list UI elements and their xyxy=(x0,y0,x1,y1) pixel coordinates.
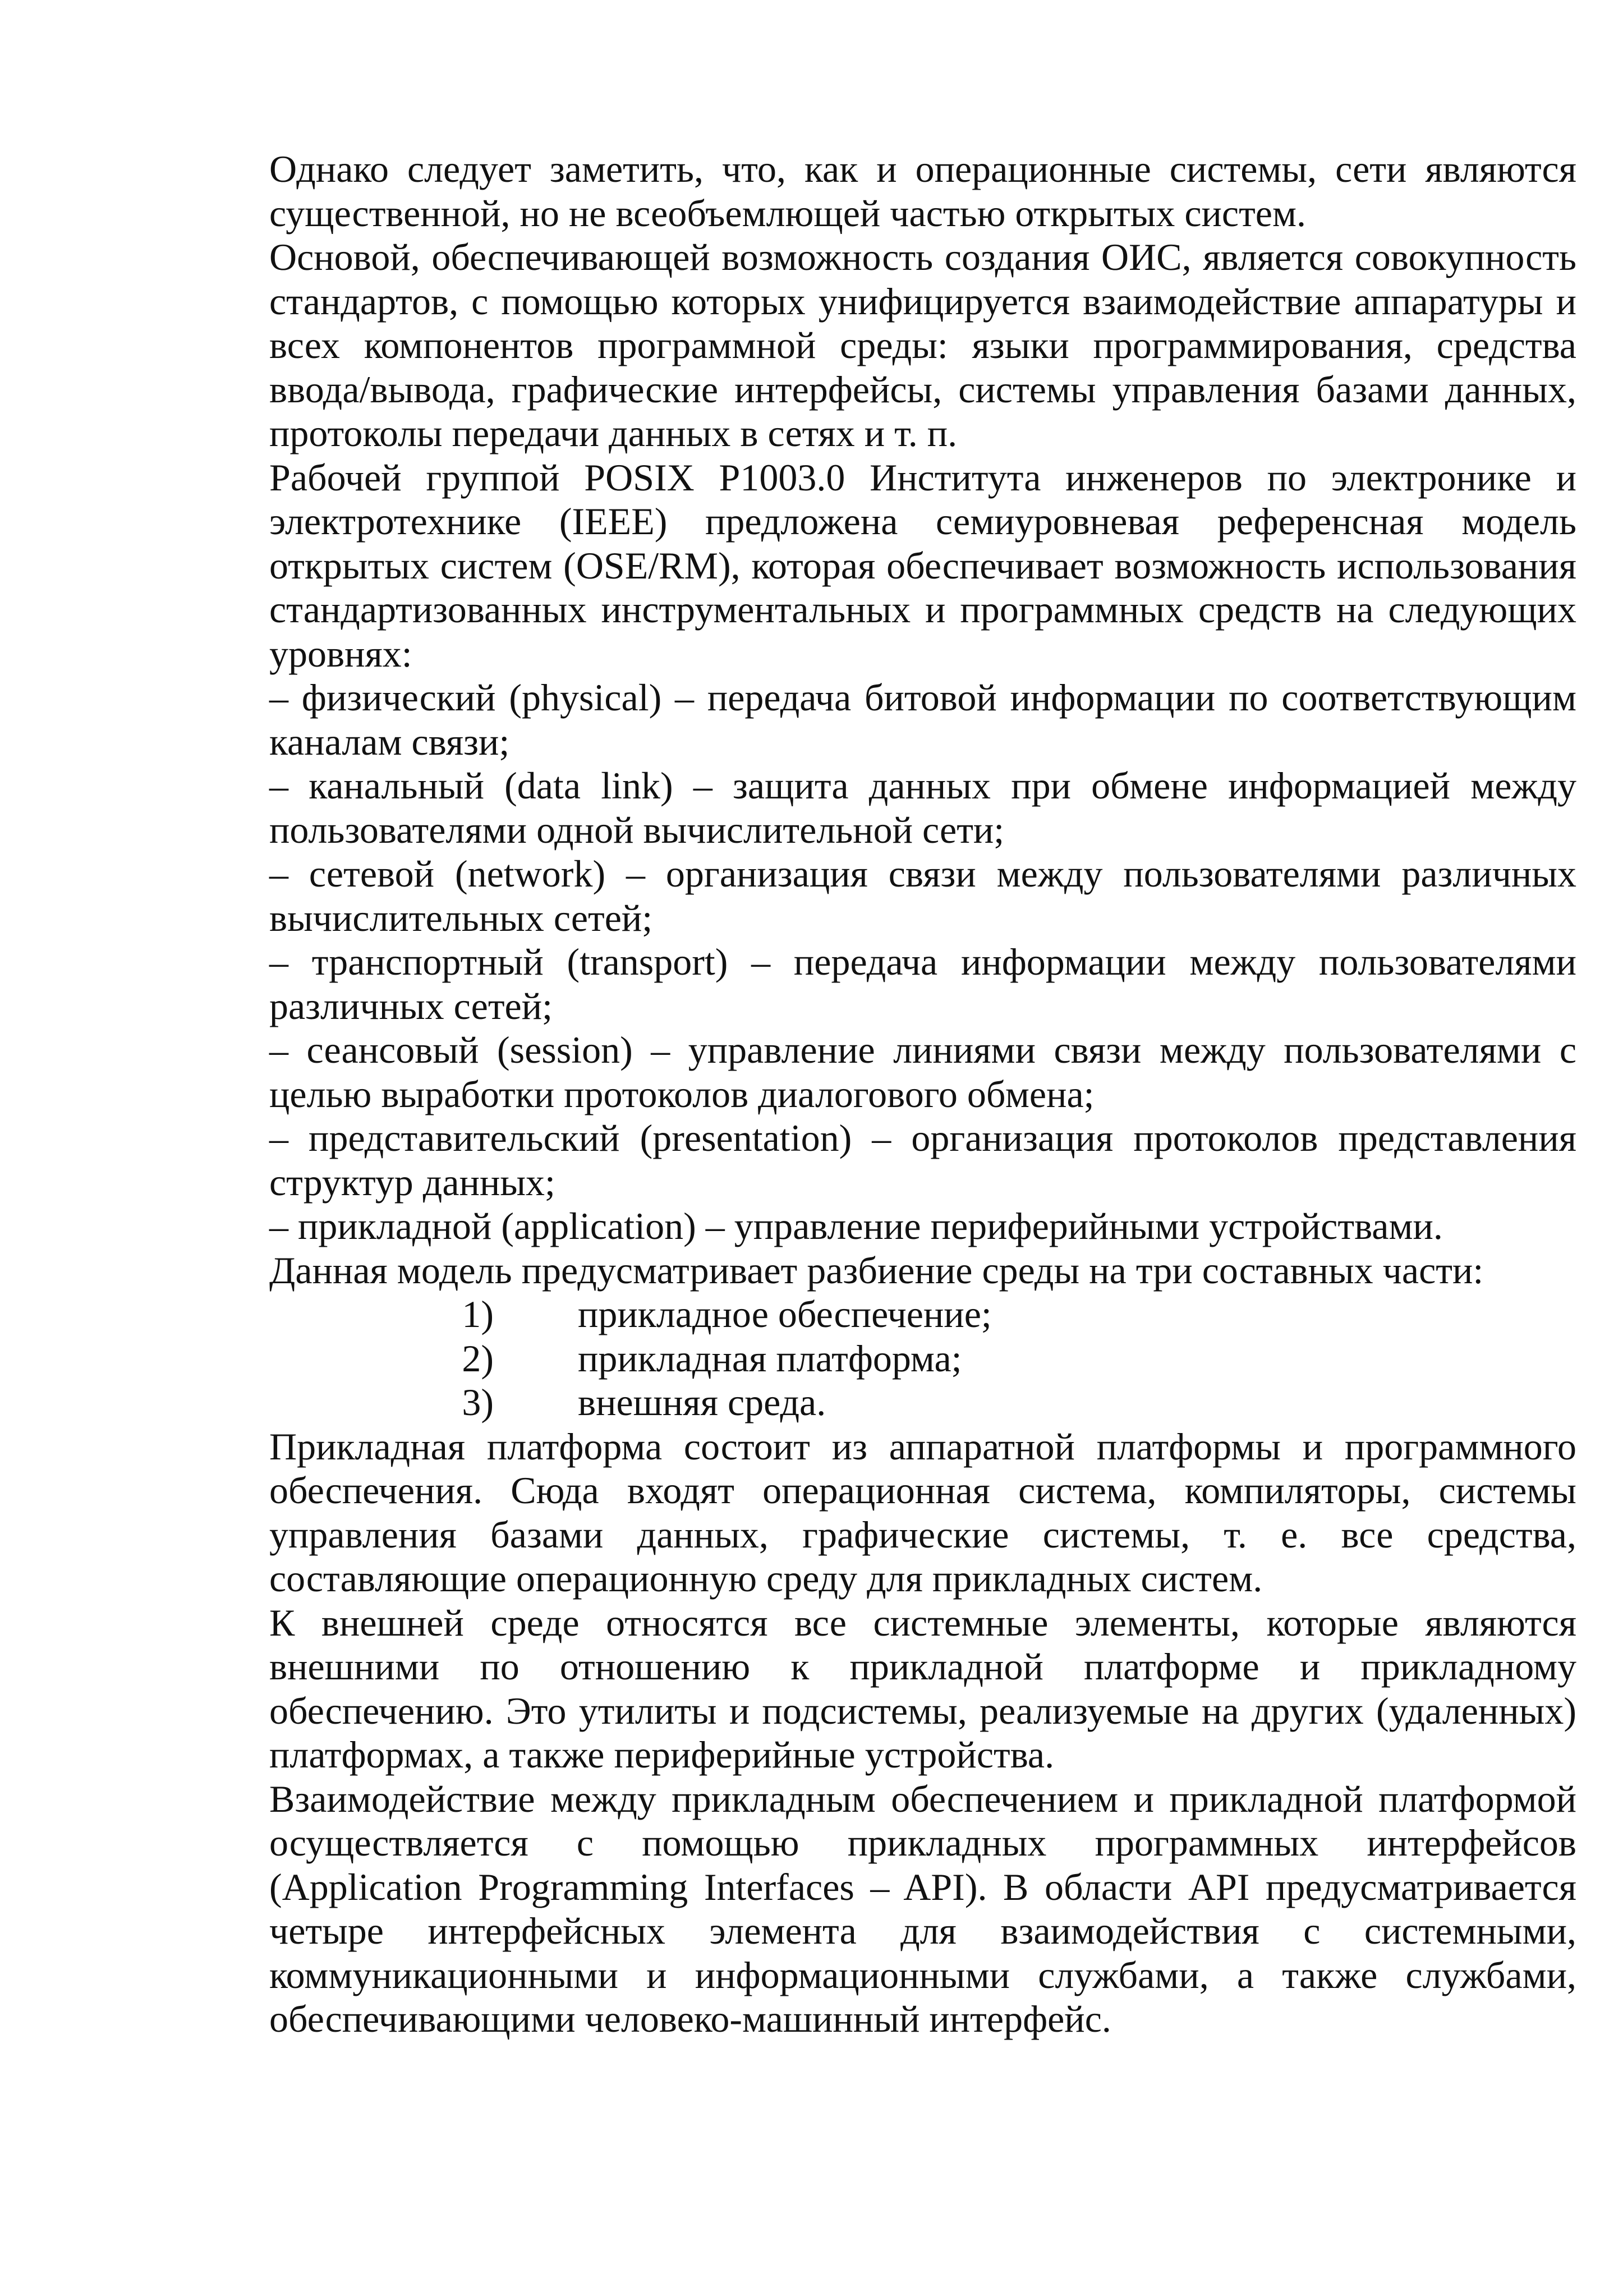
list-item: – прикладной (application) – управление периферийными устройствами. xyxy=(269,1205,1443,1247)
enumerated-item xyxy=(269,1292,1576,1337)
paragraph: Взаимодействие между прикладным обеспечением и прикладной платформой осуществляется с помощью прикладных программных интерфейсов (Application Programming Interfaces – API). В области API предусматривается четыре интерфейсных элемента для взаимодействия с системными, коммуникационными и информационными службами, а также службами, обеспечивающими человеко-машинный интерфейс. xyxy=(269,1777,1576,2040)
list-item: – канальный (data link) – защита данных при обмене информацией между пользователями одной вычислительной сети; xyxy=(269,764,1576,851)
list-item: – представительский (presentation) – организация протоколов представления структур данных; xyxy=(269,1117,1576,1204)
document-page xyxy=(269,147,1576,2041)
paragraph: Основой, обеспечивающей возможность создания ОИС, является совокупность стандартов, с помощью которых унифицируется взаимодействие аппаратуры и всех компонентов программной среды: языки программирования, средства ввода/вывода, графические интерфейсы, системы управления базами данных, протоколы передачи данных в сетях и т. п. xyxy=(269,236,1576,454)
enumerated-text: прикладная платформа; xyxy=(578,1337,962,1380)
list-item: – физический (physical) – передача битовой информации по соответствующим каналам связи; xyxy=(269,676,1576,763)
paragraph: Данная модель предусматривает разбиение среды на три составных части: xyxy=(269,1248,1484,1292)
list-item: – транспортный (transport) – передача информации между пользователями различных сетей; xyxy=(269,940,1576,1027)
enumerated-number: 1) xyxy=(462,1293,494,1335)
enumerated-number: 2) xyxy=(462,1337,494,1380)
enumerated-number: 3) xyxy=(462,1381,494,1423)
paragraph: Рабочей группой POSIX P1003.0 Института инженеров по электронике и электротехнике (IEEE) предложена семиуровневая референсная модель открытых систем (OSE/RM), которая обеспечивает возможность использования стандартизованных инструментальных и программных средств на следующих уровнях: xyxy=(269,456,1576,675)
enumerated-text: внешняя среда. xyxy=(578,1381,826,1423)
enumerated-text: прикладное обеспечение; xyxy=(578,1293,992,1335)
paragraph: Однако следует заметить, что, как и операционные системы, сети являются существенной, но не всеобъемлющей частью открытых систем. xyxy=(269,148,1576,235)
list-item: – сеансовый (session) – управление линиями связи между пользователями с целью выработки протоколов диалогового обмена; xyxy=(269,1028,1576,1115)
enumerated-item xyxy=(269,1337,1576,1381)
list-item: – сетевой (network) – организация связи между пользователями различных вычислительных сетей; xyxy=(269,852,1576,939)
enumerated-item xyxy=(269,1380,1576,1425)
paragraph: Прикладная платформа состоит из аппаратной платформы и программного обеспечения. Сюда входят операционная система, компиляторы, системы управления базами данных, графические системы, т. е. все средства, составляющие операционную среду для прикладных систем. xyxy=(269,1425,1576,1600)
paragraph: К внешней среде относятся все системные элементы, которые являются внешними по отношению к прикладной платформе и прикладному обеспечению. Это утилиты и подсистемы, реализуемые на других (удаленных) платформах, а также периферийные устройства. xyxy=(269,1601,1576,1776)
